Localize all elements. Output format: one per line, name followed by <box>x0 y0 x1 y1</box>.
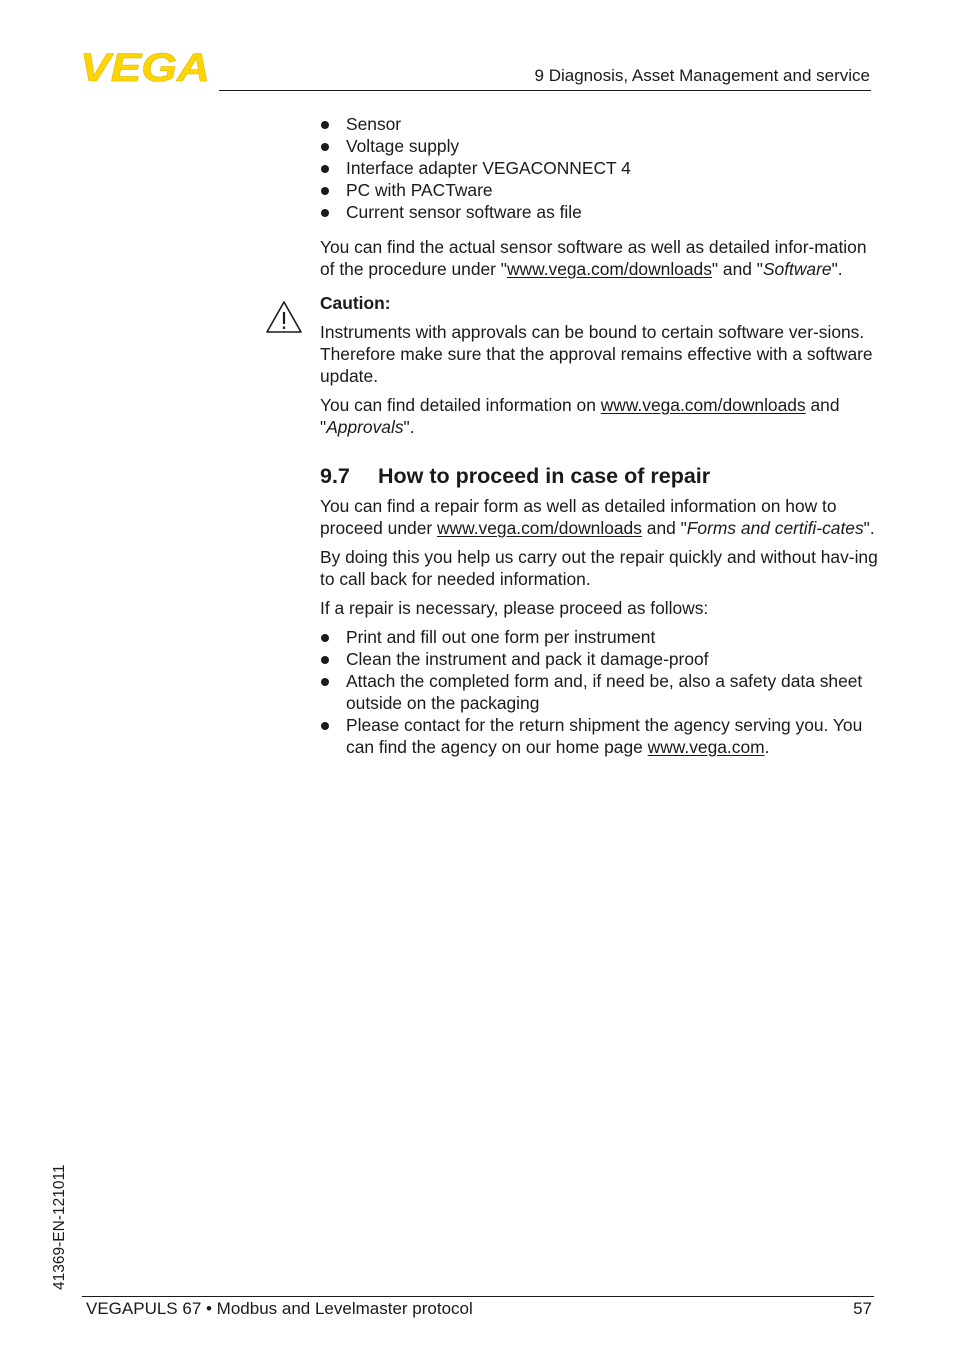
repair-intro-paragraph: If a repair is necessary, please proceed as follows: <box>320 598 709 618</box>
logo-lettering: VEGA <box>80 50 210 84</box>
software-info-paragraph: You can find the actual sensor software as well as detailed infor-mation of the procedure under "www.vega.com/downloads" and "Software". <box>320 237 867 279</box>
section-heading <box>320 463 880 489</box>
repair-form-paragraph: You can find a repair form as well as detailed information on how to proceed under www.vega.com/downloads and "Forms and certifi-cates". <box>320 496 875 538</box>
main-content <box>320 113 880 771</box>
list-item: PC with PACTware <box>320 179 880 201</box>
header-divider <box>219 90 871 91</box>
section-title: How to proceed in case of repair <box>378 464 711 488</box>
caution-text: Instruments with approvals can be bound to certain software ver-sions. Therefore make sure that the approval remains effective with a software update. <box>320 322 873 386</box>
list-item: Please contact for the return shipment the agency serving you. You can find the agency on our home page www.vega.com. <box>320 714 880 758</box>
list-item: Interface adapter VEGACONNECT 4 <box>320 157 880 179</box>
list-item: Current sensor software as file <box>320 201 880 223</box>
header-section-title: 9 Diagnosis, Asset Management and service <box>534 66 870 85</box>
list-item: Voltage supply <box>320 135 880 157</box>
caution-title: Caution: <box>320 293 391 313</box>
list-item: Sensor <box>320 113 880 135</box>
footer-divider <box>82 1296 874 1297</box>
downloads-link[interactable]: www.vega.com/downloads <box>600 395 806 415</box>
list-item: Attach the completed form and, if need be, also a safety data sheet outside on the packaging <box>320 670 880 714</box>
homepage-link[interactable]: www.vega.com <box>647 737 765 757</box>
downloads-link[interactable]: www.vega.com/downloads <box>437 518 642 538</box>
approvals-info-paragraph: You can find detailed information on www.vega.com/downloads and "Approvals". <box>320 395 840 437</box>
requirements-list <box>320 113 880 223</box>
vega-logo <box>80 50 212 84</box>
list-item: Clean the instrument and pack it damage-proof <box>320 648 880 670</box>
document-id: 41369-EN-121011 <box>51 1164 68 1290</box>
downloads-link[interactable]: www.vega.com/downloads <box>506 259 712 279</box>
list-item: Print and fill out one form per instrument <box>320 626 880 648</box>
warning-triangle-icon <box>265 300 303 334</box>
caution-block <box>320 292 880 438</box>
footer-product-title: VEGAPULS 67 • Modbus and Levelmaster protocol <box>86 1299 473 1318</box>
repair-steps-list <box>320 626 880 758</box>
section-number: 9.7 <box>320 464 350 488</box>
page-number: 57 <box>853 1299 872 1318</box>
repair-benefit-paragraph: By doing this you help us carry out the repair quickly and without hav-ing to call back for needed information. <box>320 547 878 589</box>
